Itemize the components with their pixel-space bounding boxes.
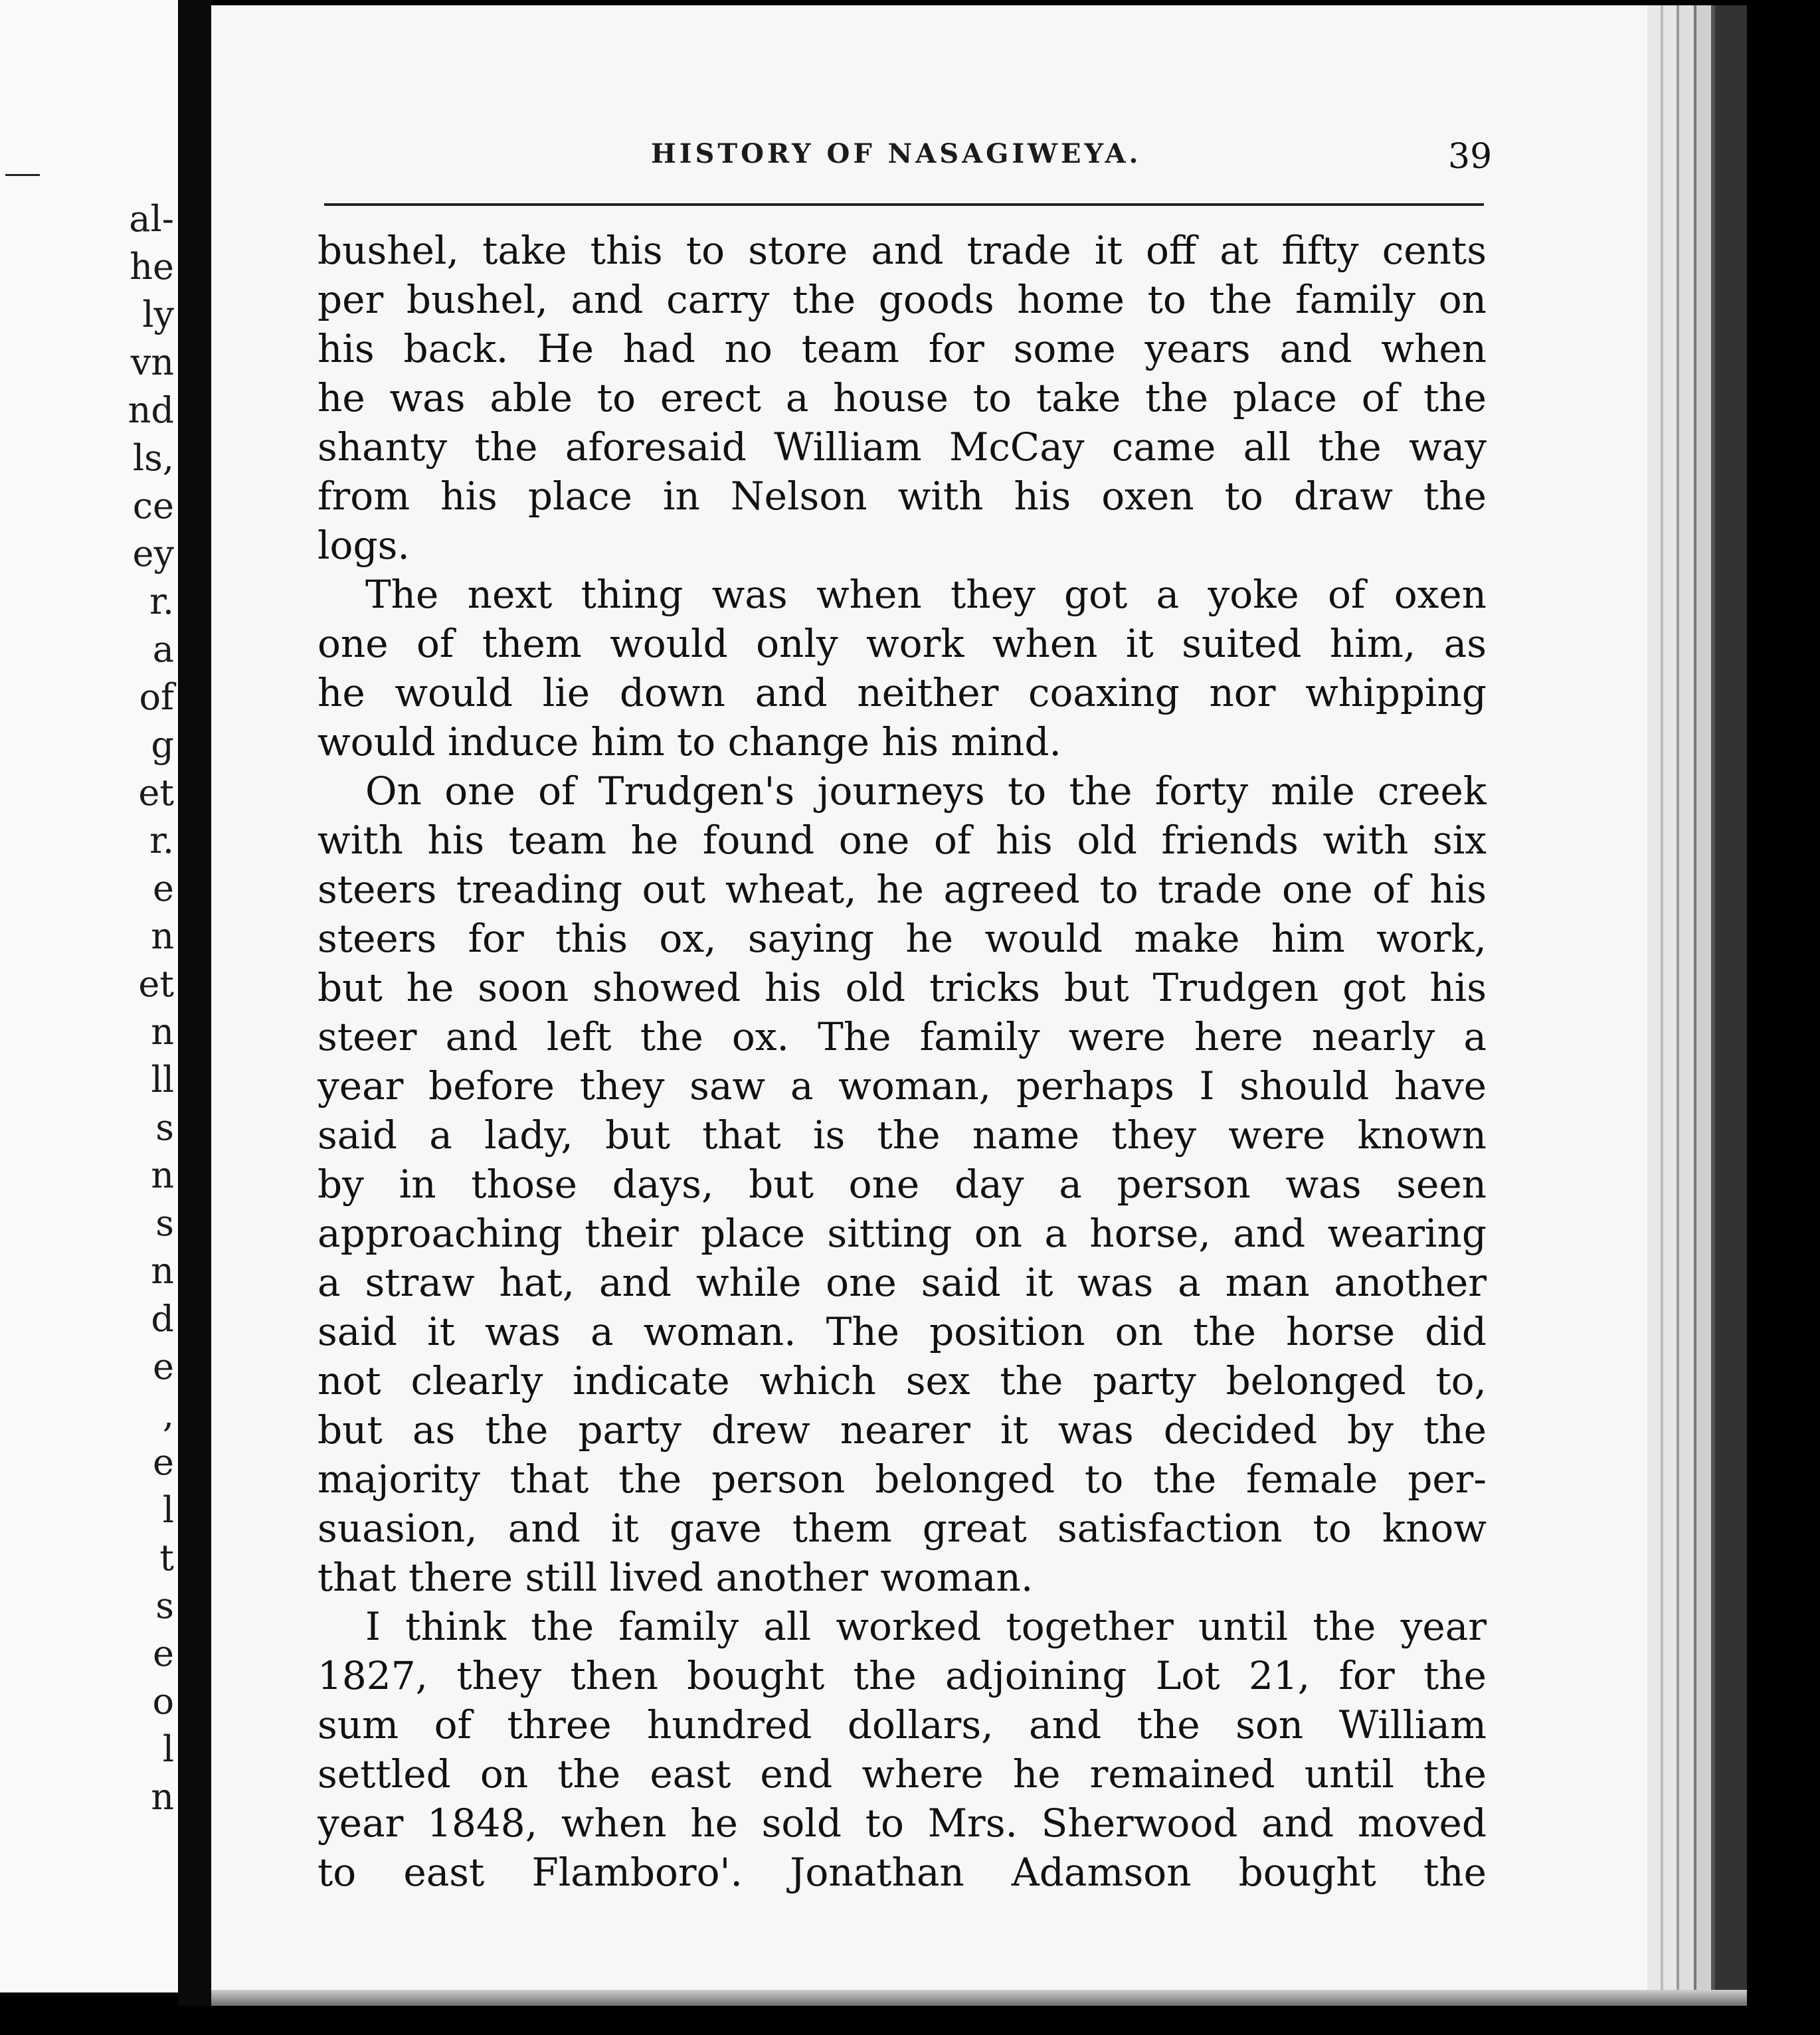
text-line: he would lie down and neither coaxing nor whipping [318, 670, 1487, 715]
text-line: approaching their place sitting on a horse, and wearing [318, 1211, 1487, 1256]
text-line: but he soon showed his old tricks but Trudgen got his [318, 965, 1487, 1010]
facing-page-fragment: vn [130, 341, 174, 383]
text-line: not clearly indicate which sex the party belonged to, [318, 1358, 1487, 1403]
text-line: one of them would only work when it suited him, as [318, 621, 1487, 666]
page-bottom-edge [211, 1990, 1747, 2006]
text-line: settled on the east end where he remained until the [318, 1751, 1487, 1797]
facing-page-fragment: s [155, 1585, 174, 1627]
book-gutter [178, 0, 211, 2006]
text-line: by in those days, but one day a person was seen [318, 1162, 1487, 1207]
text-line: year 1848, when he sold to Mrs. Sherwood and moved [318, 1801, 1487, 1846]
text-line: that there still lived another woman. [318, 1555, 1034, 1600]
facing-page-fragment: , [162, 1393, 174, 1435]
facing-page-fragment: nd [128, 389, 174, 431]
facing-page-fragment: n [151, 1250, 174, 1292]
text-line: I think the family all worked together until the year [365, 1604, 1487, 1649]
facing-page-fragment: al- [129, 198, 174, 240]
text-line: year before they saw a woman, perhaps I should have [318, 1063, 1487, 1108]
facing-page-fragment: ls, [132, 437, 174, 479]
facing-page-fragment: e [153, 1633, 174, 1674]
text-line: steer and left the ox. The family were here nearly a [318, 1014, 1487, 1059]
text-line: his back. He had no team for some years and when [318, 326, 1487, 371]
facing-page-fragment: n [151, 915, 174, 957]
text-line: 1827, they then bought the adjoining Lot 21, for the [318, 1653, 1487, 1698]
facing-page-fragment: ce [132, 485, 174, 527]
header-rule [324, 203, 1484, 206]
page-edges [1647, 5, 1747, 1998]
text-line: On one of Trudgen's journeys to the forty mile creek [365, 768, 1487, 814]
text-line: bushel, take this to store and trade it off at fifty cents [318, 228, 1487, 273]
text-line: would induce him to change his mind. [318, 719, 1061, 764]
text-line: with his team he found one of his old friends with six [318, 818, 1487, 863]
facing-page-fragment: n [151, 1776, 174, 1818]
facing-page-fragment: t [159, 1537, 174, 1579]
facing-page-left [0, 0, 178, 1992]
page-number: 39 [1448, 137, 1493, 177]
facing-page-fragment: of [139, 676, 174, 718]
text-line: shanty the aforesaid William McCay came all the way [318, 424, 1487, 470]
facing-page-fragment: r. [149, 820, 174, 861]
facing-page-fragment: a [152, 628, 174, 670]
text-line: logs. [318, 523, 410, 568]
text-line: from his place in Nelson with his oxen to draw the [318, 474, 1487, 519]
facing-page-fragment: s [155, 1106, 174, 1148]
text-line: suasion, and it gave them great satisfaction to know [318, 1506, 1487, 1551]
facing-page-fragment: g [151, 724, 174, 766]
facing-page-fragment: ly [142, 294, 174, 335]
text-line: majority that the person belonged to the female per- [318, 1457, 1487, 1502]
facing-page-fragment: d [151, 1298, 174, 1340]
facing-page-fragment: e [153, 1346, 174, 1387]
text-line: he was able to erect a house to take the place of the [318, 375, 1487, 420]
text-line: The next thing was when they got a yoke of oxen [365, 572, 1487, 617]
running-head: HISTORY OF NASAGIWEYA. [651, 138, 1142, 169]
facing-page-fragment: n [151, 1154, 174, 1196]
text-line: but as the party drew nearer it was decided by the [318, 1407, 1487, 1453]
body-text [318, 226, 1487, 1897]
text-line: said a lady, but that is the name they were known [318, 1112, 1487, 1158]
text-line: steers treading out wheat, he agreed to trade one of his [318, 867, 1487, 912]
facing-page-fragment: ll [151, 1059, 174, 1101]
text-line: to east Flamboro'. Jonathan Adamson bought the [318, 1850, 1487, 1895]
facing-page-fragment: he [130, 246, 174, 288]
facing-page-fragment: s [155, 1202, 174, 1244]
facing-page-rule [5, 174, 40, 176]
facing-page-fragment: et [138, 772, 174, 814]
text-line: a straw hat, and while one said it was a man another [318, 1260, 1487, 1305]
facing-page-fragment: e [153, 1441, 174, 1483]
facing-page-fragment: r. [149, 580, 174, 622]
text-line: steers for this ox, saying he would make him work, [318, 916, 1487, 961]
facing-page-fragment: n [151, 1011, 174, 1053]
facing-page-fragment: l [162, 1728, 174, 1770]
text-line: per bushel, and carry the goods home to the family on [318, 277, 1487, 322]
text-line: said it was a woman. The position on the horse did [318, 1309, 1487, 1354]
text-line: sum of three hundred dollars, and the son William [318, 1702, 1487, 1747]
facing-page-fragment: ey [132, 533, 174, 575]
facing-page-fragment: o [152, 1680, 174, 1722]
facing-page-fragment: e [153, 867, 174, 909]
facing-page-fragment: l [162, 1489, 174, 1531]
facing-page-fragment: et [138, 963, 174, 1005]
